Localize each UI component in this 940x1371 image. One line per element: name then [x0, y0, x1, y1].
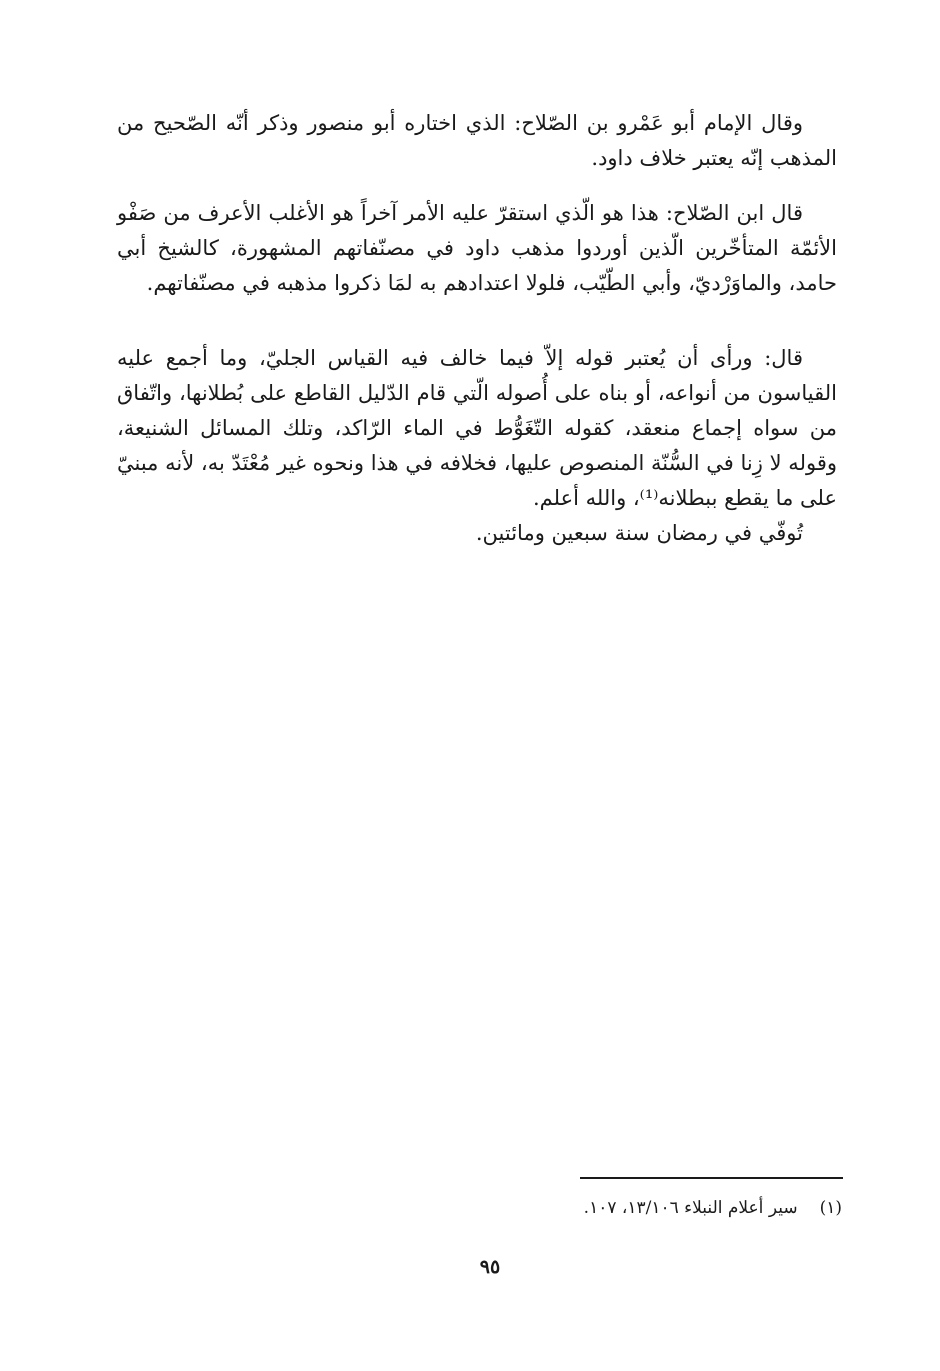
paragraph-qiyas	[117, 341, 837, 551]
footnote	[440, 1194, 842, 1222]
paragraph-ibn-salah-quote	[117, 106, 837, 176]
paragraph-later-imams	[117, 196, 837, 301]
paragraph-text: وقال الإمام أبو عَمْرو بن الصّلاح: الذي اختاره أبو منصور وذكر أنّه الصّحيح من المذهب إنّه يعتبر خلاف داود.	[117, 111, 837, 170]
page-number: ٩٥	[479, 1256, 501, 1278]
paragraph-death-date: تُوفّي في رمضان سنة سبعين ومائتين.	[475, 521, 803, 545]
footnote-number: (١)	[819, 1198, 842, 1218]
paragraph-text: قال: ورأى أن يُعتبر قوله إلاّ فيما خالف فيه القياس الجليّ، وما أجمع عليه القياسون من أنواعه، أو بناه على أُصوله الّتي قام الدّليل القاطع على بُطلانها، واتّفاق من سواه إجماع منعقد، كقوله التّغَوُّط في الماء الرّاكد، وتلك المسائل الشنيعة، وقوله لا زِنا في السُّنّة المنصوص عليها، فخلافه في هذا ونحوه غير مُعْتَدّ به، لأنه مبنيّ على ما يقطع ببطلانه⁽¹⁾، والله أعلم.	[117, 346, 837, 510]
footnote-divider	[580, 1177, 843, 1179]
footnote-text: سير أعلام النبلاء ١٣/١٠٦، ١٠٧.	[583, 1198, 798, 1218]
paragraph-text: قال ابن الصّلاح: هذا هو الّذي استقرّ عليه الأمر آخراً هو الأغلب الأعرف من صَفْو الأئمّة المتأخّرين الّذين أوردوا مذهب داود في مصنّفاتهم المشهورة، كالشيخ أبي حامد، والماوَرْديّ، وأبي الطّيّب، فلولا اعتدادهم به لمَا ذكروا مذهبه في مصنّفاتهم.	[117, 201, 837, 295]
